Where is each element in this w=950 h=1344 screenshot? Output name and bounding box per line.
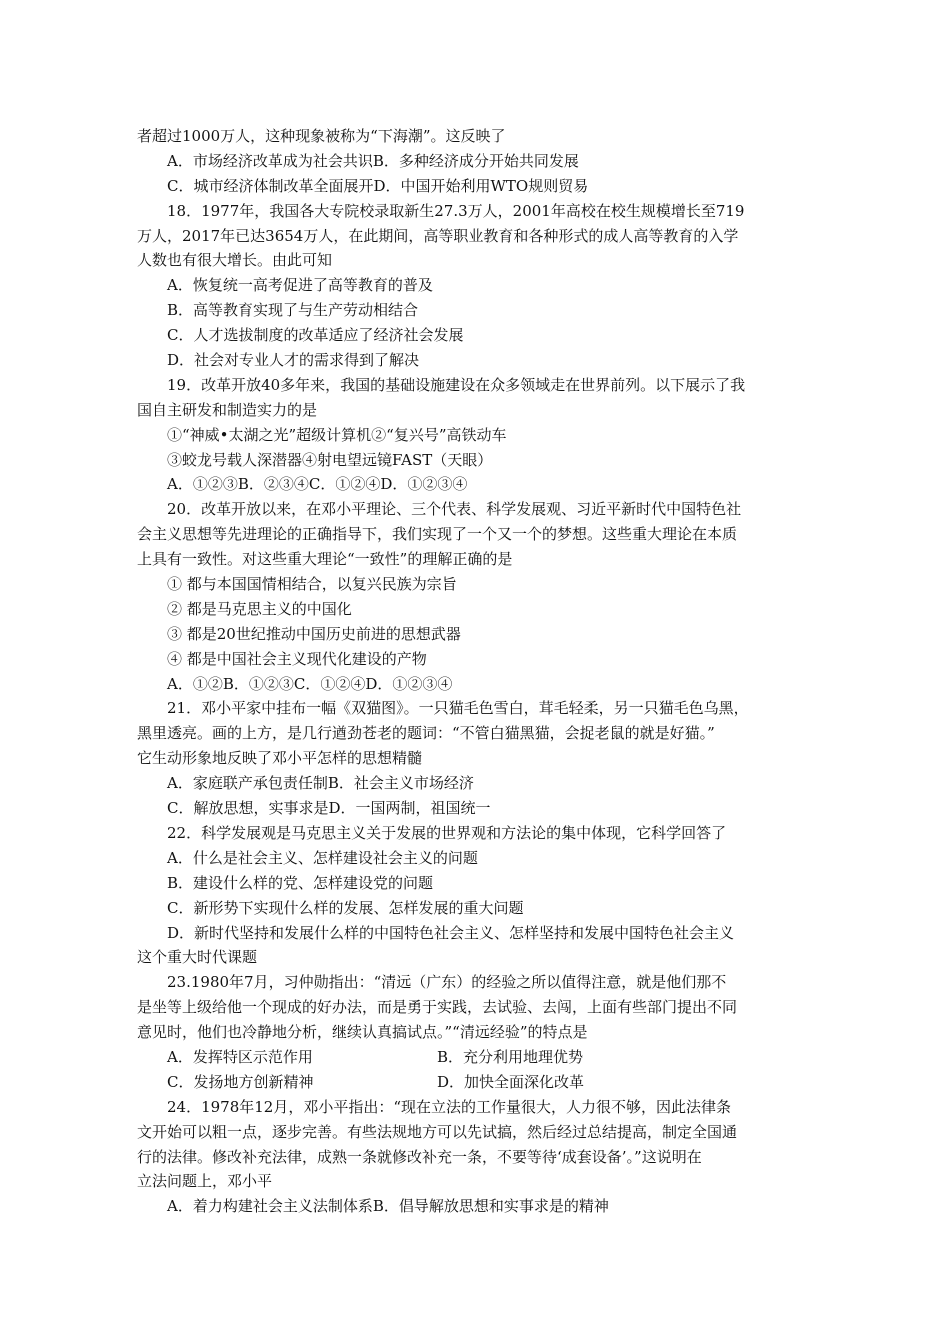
text-line xyxy=(137,448,817,473)
text-line xyxy=(137,124,817,149)
line-text: 它生动形象地反映了邓小平怎样的思想精髓 xyxy=(137,749,423,768)
line-text: ① 都与本国国情相结合，以复兴民族为宗旨 xyxy=(167,575,457,594)
line-text: 万人，2017年已达3654万人，在此期间，高等职业教育和各种形式的成人高等教育的入学 xyxy=(137,226,739,245)
text-line xyxy=(137,522,817,547)
text-line xyxy=(137,273,817,298)
text-line xyxy=(137,796,817,821)
line-text: 上具有一致性。对这些重大理论“一致性”的理解正确的是 xyxy=(137,550,513,569)
text-line xyxy=(137,970,817,995)
text-line xyxy=(137,199,817,224)
text-line xyxy=(137,248,817,273)
line-text: 19．改革开放40多年来，我国的基础设施建设在众多领域走在世界前列。以下展示了我 xyxy=(167,375,746,394)
text-line xyxy=(137,846,817,871)
line-text: A．市场经济改革成为社会共识B．多种经济成分开始共同发展 xyxy=(167,151,579,170)
line-text: 20．改革开放以来，在邓小平理论、三个代表、科学发展观、习近平新时代中国特色社 xyxy=(167,500,742,519)
text-line xyxy=(137,746,817,771)
line-text: 22．科学发展观是马克思主义关于发展的世界观和方法论的集中体现，它科学回答了 xyxy=(167,823,727,842)
line-text: 行的法律。修改补充法律，成熟一条就修改补充一条，不要等待‘成套设备’。”这说明在 xyxy=(137,1147,702,1166)
line-text: 21．邓小平家中挂布一幅《双猫图》。一只猫毛色雪白，茸毛轻柔，另一只猫毛色乌黑， xyxy=(167,699,749,718)
document-body xyxy=(137,124,817,1219)
line-text: ③蛟龙号载人深潜器④射电望远镜FAST（天眼） xyxy=(167,450,493,469)
line-text: ①“神威•太湖之光”超级计算机②“复兴号”高铁动车 xyxy=(167,425,507,444)
line-text: 会主义思想等先进理论的正确指导下，我们实现了一个又一个的梦想。这些重大理论在本质 xyxy=(137,525,738,544)
text-line xyxy=(137,921,817,946)
text-line xyxy=(137,821,817,846)
text-line xyxy=(137,1095,817,1120)
text-line xyxy=(137,622,817,647)
line-text: C．发扬地方创新精神 xyxy=(167,1072,314,1091)
text-line xyxy=(137,497,817,522)
text-line xyxy=(137,224,817,249)
text-line xyxy=(137,672,817,697)
text-line xyxy=(137,597,817,622)
line-text: C．解放思想，实事求是D．一国两制，祖国统一 xyxy=(167,799,491,818)
text-line xyxy=(137,1120,817,1145)
line-text: 23.1980年7月，习仲勋指出：“清远（广东）的经验之所以值得注意，就是他们那不 xyxy=(167,973,727,992)
text-line xyxy=(137,547,817,572)
text-line xyxy=(137,1194,817,1219)
line-text: C．人才选拔制度的改革适应了经济社会发展 xyxy=(167,326,464,345)
text-line xyxy=(137,696,817,721)
line-text: B．建设什么样的党、怎样建设党的问题 xyxy=(167,873,434,892)
line-text-option-right: D．加快全面深化改革 xyxy=(437,1072,585,1091)
text-line xyxy=(137,323,817,348)
text-line xyxy=(137,771,817,796)
text-line xyxy=(137,1070,817,1095)
line-text: 这个重大时代课题 xyxy=(137,948,258,967)
text-line xyxy=(137,1045,817,1070)
text-line xyxy=(137,721,817,746)
line-text: 国自主研发和制造实力的是 xyxy=(137,400,318,419)
line-text: ④ 都是中国社会主义现代化建设的产物 xyxy=(167,649,427,668)
line-text: 意见时，他们也冷静地分析，继续认真搞试点。”“清远经验”的特点是 xyxy=(137,1023,588,1042)
text-line xyxy=(137,149,817,174)
line-text: D．新时代坚持和发展什么样的中国特色社会主义、怎样坚持和发展中国特色社会主义 xyxy=(167,923,735,942)
line-text: 立法问题上，邓小平 xyxy=(137,1172,273,1191)
line-text: 18．1977年，我国各大专院校录取新生27.3万人，2001年高校在校生规模增长至719 xyxy=(167,201,745,220)
line-text: ③ 都是20世纪推动中国历史前进的思想武器 xyxy=(167,624,461,643)
line-text: 者超过1000万人，这种现象被称为“下海潮”。这反映了 xyxy=(137,127,506,145)
line-text: 24．1978年12月，邓小平指出：“现在立法的工作量很大，人力很不够，因此法律条 xyxy=(167,1097,732,1116)
text-line xyxy=(137,871,817,896)
text-line xyxy=(137,373,817,398)
text-line xyxy=(137,398,817,423)
line-text: 文开始可以粗一点，逐步完善。有些法规地方可以先试搞，然后经过总结提高，制定全国通 xyxy=(137,1122,738,1141)
text-line xyxy=(137,472,817,497)
line-text-option-right: B．充分利用地理优势 xyxy=(437,1047,584,1066)
text-line xyxy=(137,1169,817,1194)
line-text: A．①②③B．②③④C．①②④D．①②③④ xyxy=(167,475,468,494)
text-line xyxy=(137,945,817,970)
text-line xyxy=(137,572,817,597)
text-line xyxy=(137,348,817,373)
text-line xyxy=(137,1020,817,1045)
text-line xyxy=(137,423,817,448)
text-line xyxy=(137,174,817,199)
line-text: C．新形势下实现什么样的发展、怎样发展的重大问题 xyxy=(167,898,524,917)
text-line xyxy=(137,896,817,921)
line-text: A．恢复统一高考促进了高等教育的普及 xyxy=(167,276,433,295)
line-text: ② 都是马克思主义的中国化 xyxy=(167,599,352,618)
line-text: 是坐等上级给他一个现成的好办法，而是勇于实践，去试验、去闯，上面有些部门提出不同 xyxy=(137,998,738,1017)
text-line xyxy=(137,1145,817,1170)
line-text: A．着力构建社会主义法制体系B．倡导解放思想和实事求是的精神 xyxy=(167,1197,609,1216)
line-text: 黑里透亮。画的上方，是几行遒劲苍老的题词：“不管白猫黑猫，会捉老鼠的就是好猫。” xyxy=(137,724,715,743)
line-text: A．①②B．①②③C．①②④D．①②③④ xyxy=(167,674,453,693)
text-line xyxy=(137,647,817,672)
line-text: 人数也有很大增长。由此可知 xyxy=(137,251,333,270)
text-line xyxy=(137,298,817,323)
line-text: A．家庭联产承包责任制B．社会主义市场经济 xyxy=(167,774,474,793)
line-text: B．高等教育实现了与生产劳动相结合 xyxy=(167,301,419,320)
line-text: C．城市经济体制改革全面展开D．中国开始利用WTO规则贸易 xyxy=(167,176,589,195)
line-text: D．社会对专业人才的需求得到了解决 xyxy=(167,351,420,370)
line-text: A．发挥特区示范作用 xyxy=(167,1047,313,1066)
text-line xyxy=(137,995,817,1020)
line-text: A．什么是社会主义、怎样建设社会主义的问题 xyxy=(167,848,478,867)
